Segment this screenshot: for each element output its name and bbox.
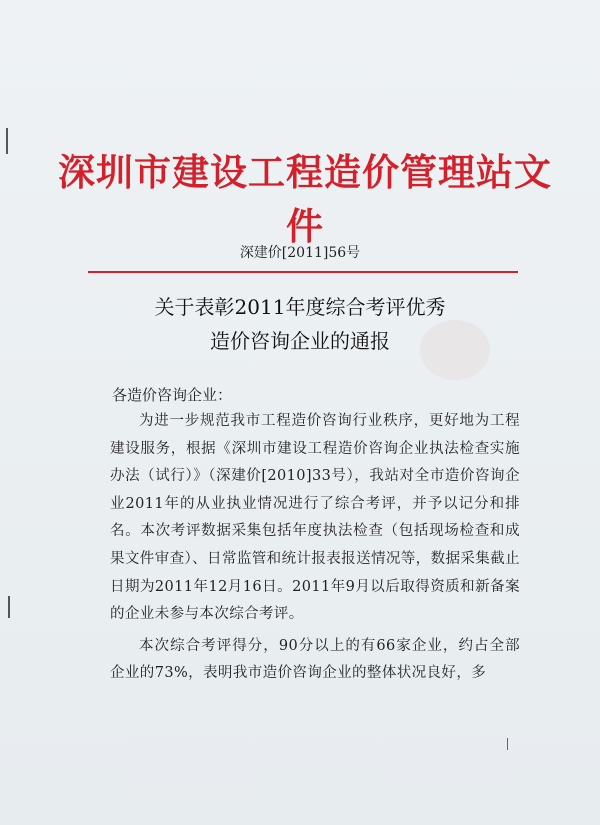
body-text [110,408,520,692]
binding-mark [6,128,8,154]
notice-title-line-1: 关于表彰2011年度综合考评优秀 [154,295,446,319]
page-tick-mark [507,738,508,750]
body-paragraph-1: 为进一步规范我市工程造价咨询行业秩序，更好地为工程建设服务，根据《深圳市建设工程造价咨询企业执法检查实施办法（试行）》（深建价[2010]33号），我站对全市造价咨询企业2011年的从业执业情况进行了综合考评，并予以记分和排名。本次考评数据采集包括年度执法检查（包括现场检查和成果文件审查）、日常监管和统计报表报送情况等，数据采集截止日期为2011年12月16日。2011年9月以后取得资质和新备案的企业未参与本次综合考评。 [110,413,520,623]
org-header-title: 深圳市建设工程造价管理站文件 [58,150,552,248]
notice-title [0,290,600,358]
red-divider-line [88,271,518,273]
body-paragraph-2: 本次综合考评得分，90分以上的有66家企业，约占全部企业的73%，表明我市造价咨询企业的整体状况良好，多 [110,637,520,682]
binding-mark [8,596,10,618]
document-number: 深建价[2011]56号 [239,245,361,261]
notice-title-line-2: 造价咨询企业的通报 [210,329,390,353]
salutation: 各造价咨询企业： [112,386,233,404]
